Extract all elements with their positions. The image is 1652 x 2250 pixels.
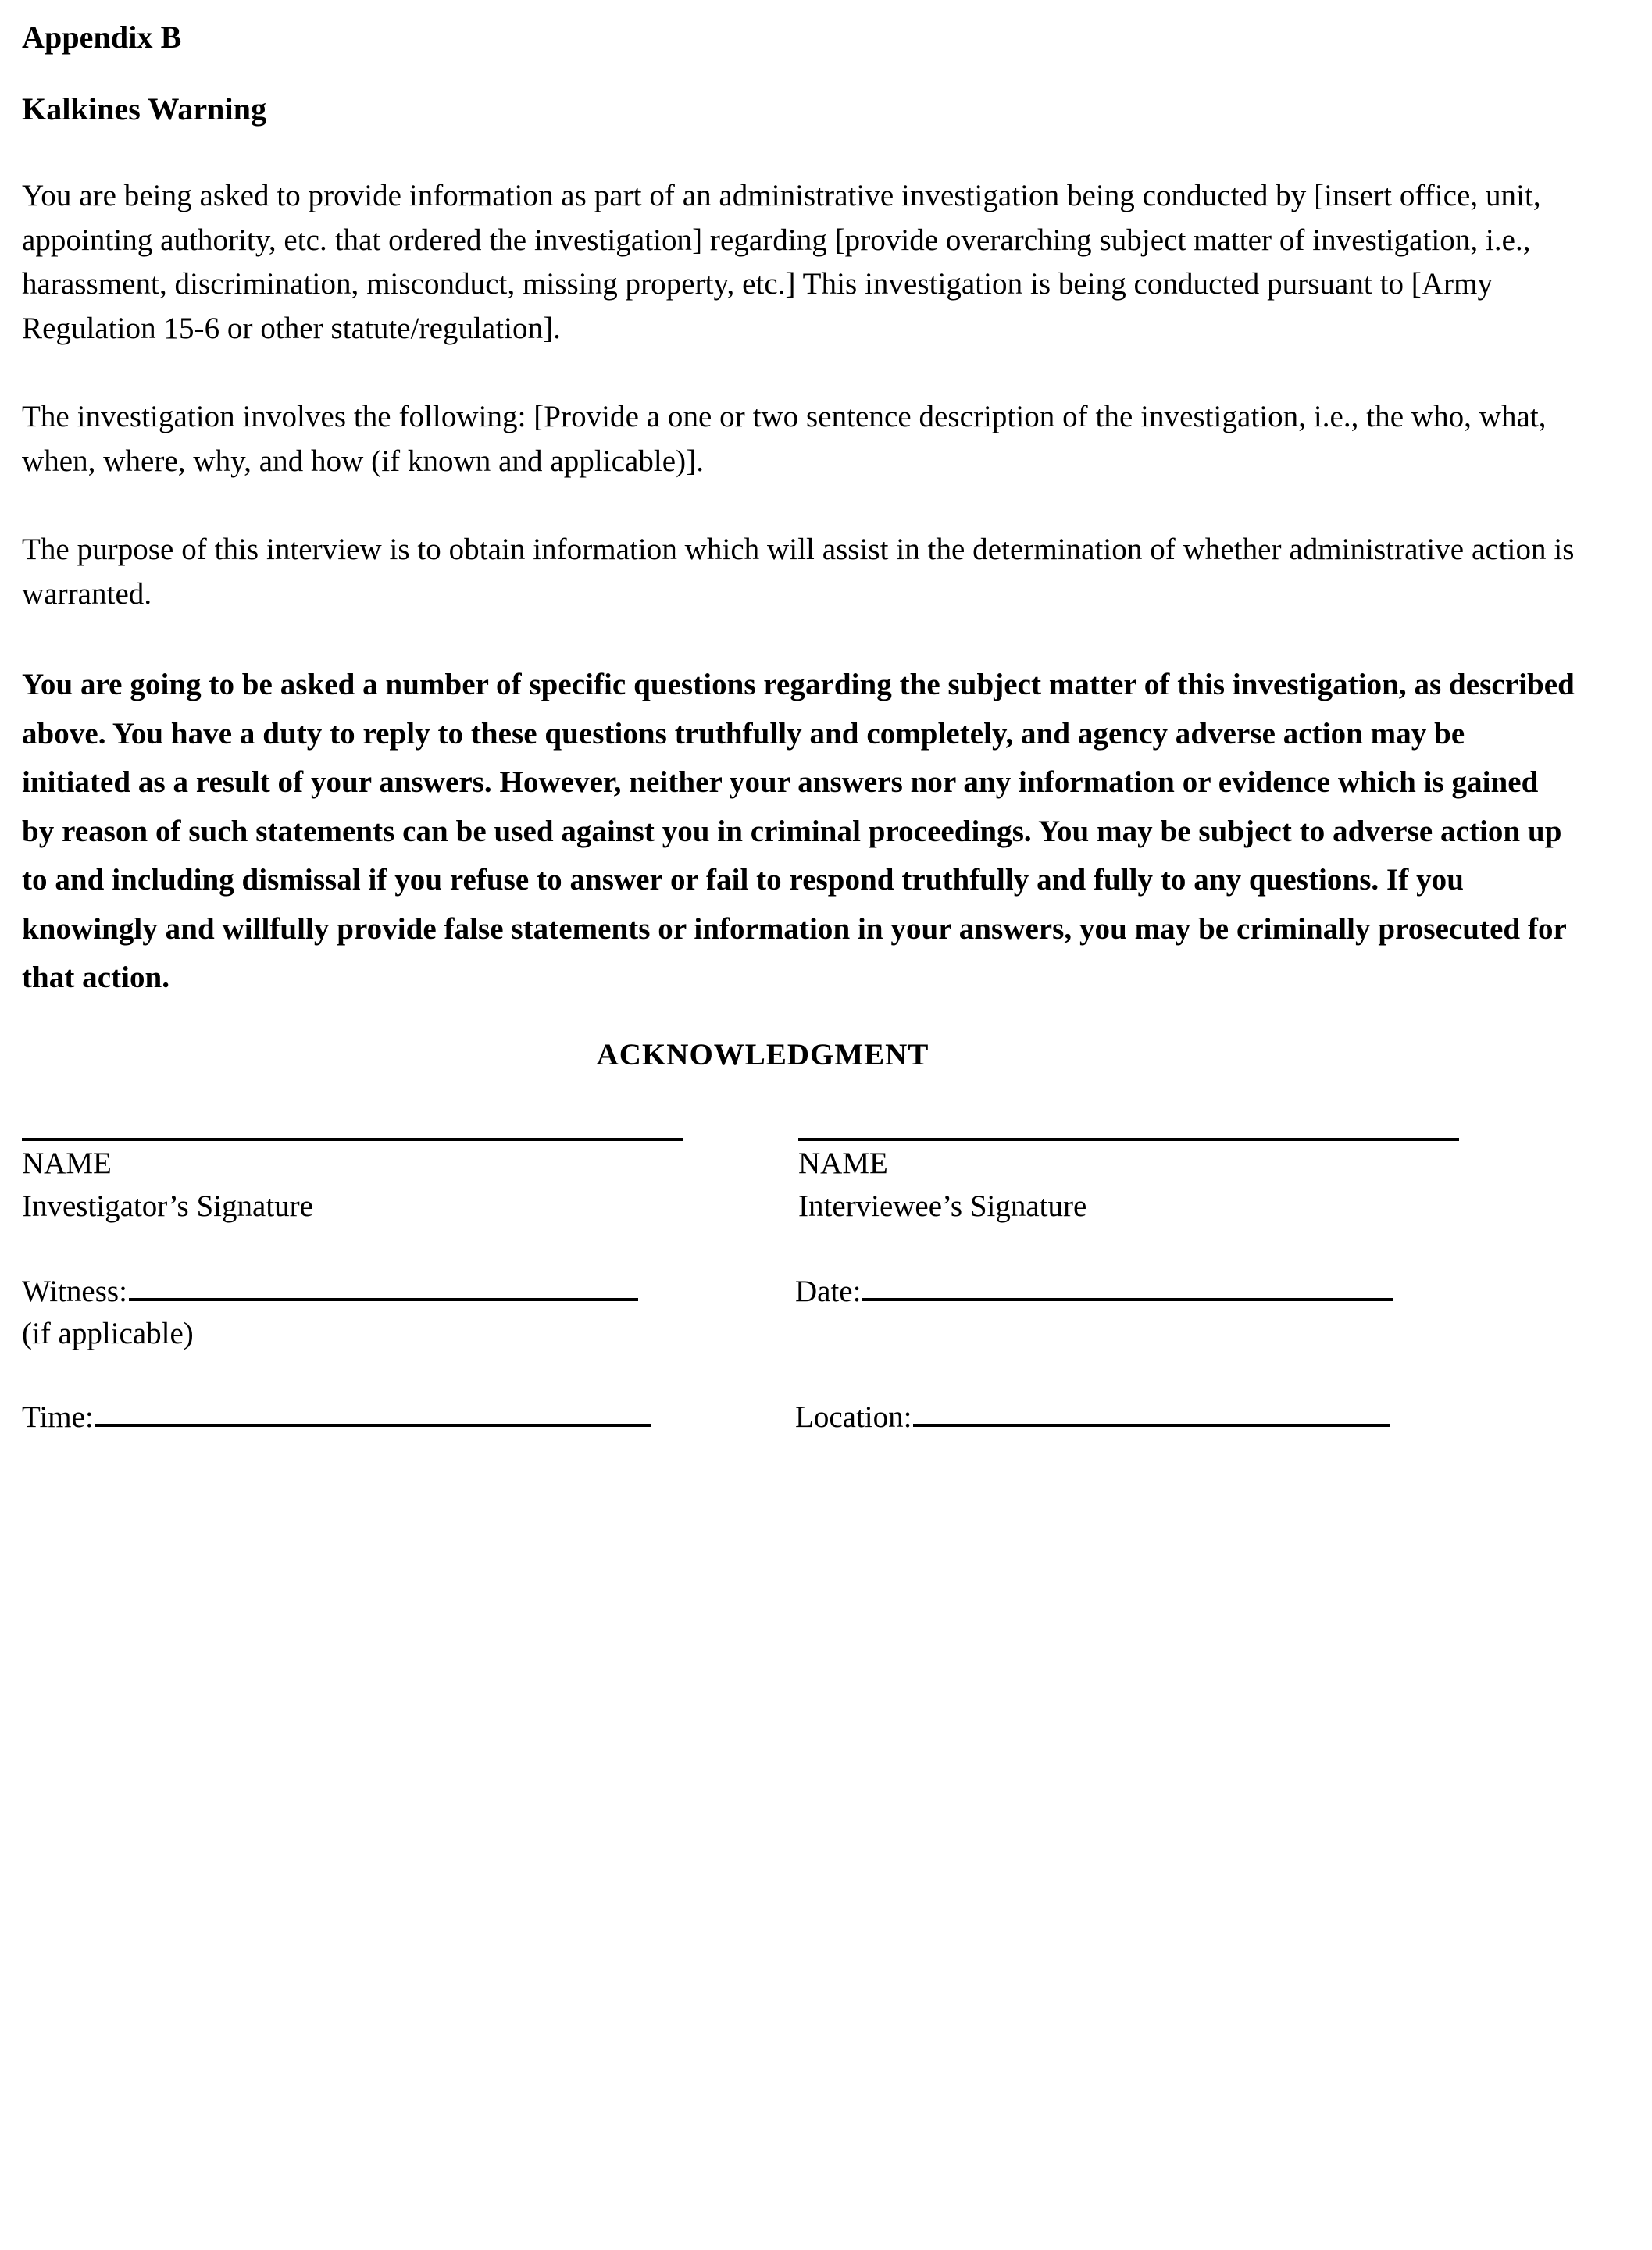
paragraph-interview-purpose: The purpose of this interview is to obtain information which will assist in the determination of whether administrative action is warranted. (22, 533, 1575, 611)
signature-row-witness-date (22, 1271, 1447, 1312)
signature-block (22, 1138, 1576, 1438)
signature-row-names (22, 1138, 1423, 1227)
paragraph-investigation-scope: The investigation involves the following: [Provide a one or two sentence description of the investigation, i.e., the who, what, when, where, why, and how (if known and applicable)]. (22, 400, 1547, 478)
date-field-group (795, 1271, 1447, 1312)
paragraph-spacer-1 (22, 351, 1578, 395)
interviewee-role-label: Interviewee’s Signature (798, 1189, 1087, 1223)
acknowledgment-section (22, 1037, 1578, 1072)
paragraph-spacer-2 (22, 483, 1578, 528)
date-input-line[interactable] (862, 1273, 1393, 1301)
investigator-signature-column (22, 1138, 683, 1227)
signature-row-time-location (22, 1396, 1447, 1438)
witness-label: Witness: (22, 1274, 127, 1308)
location-label: Location: (795, 1400, 912, 1434)
time-input-line[interactable] (95, 1399, 651, 1427)
heading-spacer (22, 58, 1578, 89)
location-field-group (795, 1396, 1447, 1438)
paragraph-investigation-notice: You are being asked to provide information as part of an administrative investigation being conducted by [insert office, unit, appointing authority, etc. that ordered the investigation] regarding [provide overarching subject matter of investigation, i.e., harassment, discrimination, misconduct, missing property, etc.] This investigation is being conducted pursuant to [Army Regulation 15-6 or other statute/regulation]. (22, 179, 1541, 345)
time-field-group (22, 1396, 795, 1438)
paragraph-spacer-3 (22, 616, 1578, 661)
witness-field-group (22, 1271, 795, 1312)
time-label: Time: (22, 1400, 94, 1434)
acknowledgment-heading: ACKNOWLEDGMENT (596, 1037, 929, 1072)
appendix-label: Appendix B (22, 20, 182, 55)
date-label: Date: (795, 1274, 862, 1308)
page-title: Kalkines Warning (22, 91, 267, 127)
witness-input-line[interactable] (129, 1273, 638, 1301)
interviewee-name-label: NAME (798, 1146, 888, 1180)
paragraph-warning-statement: You are going to be asked a number of specific questions regarding the subject matter of this investigation, as described above. You have a duty to reply to these questions truthfully and completely, and agency adverse action may be initiated as a result of your answers. However, neither your answers nor any information or evidence which is gained by reason of such statements can be used against you in criminal proceedings. You may be subject to adverse action up to and including dismissal if you refuse to answer or fail to respond truthfully and fully to any questions. If you knowingly and willfully provide false statements or information in your answers, you may be criminally prosecuted for that action. (22, 668, 1575, 994)
title-spacer (22, 130, 1578, 174)
investigator-name-label: NAME (22, 1146, 112, 1180)
location-input-line[interactable] (913, 1399, 1390, 1427)
interviewee-signature-column (798, 1138, 1459, 1227)
investigator-role-label: Investigator’s Signature (22, 1189, 313, 1223)
witness-applicability-note: (if applicable) (22, 1316, 194, 1350)
